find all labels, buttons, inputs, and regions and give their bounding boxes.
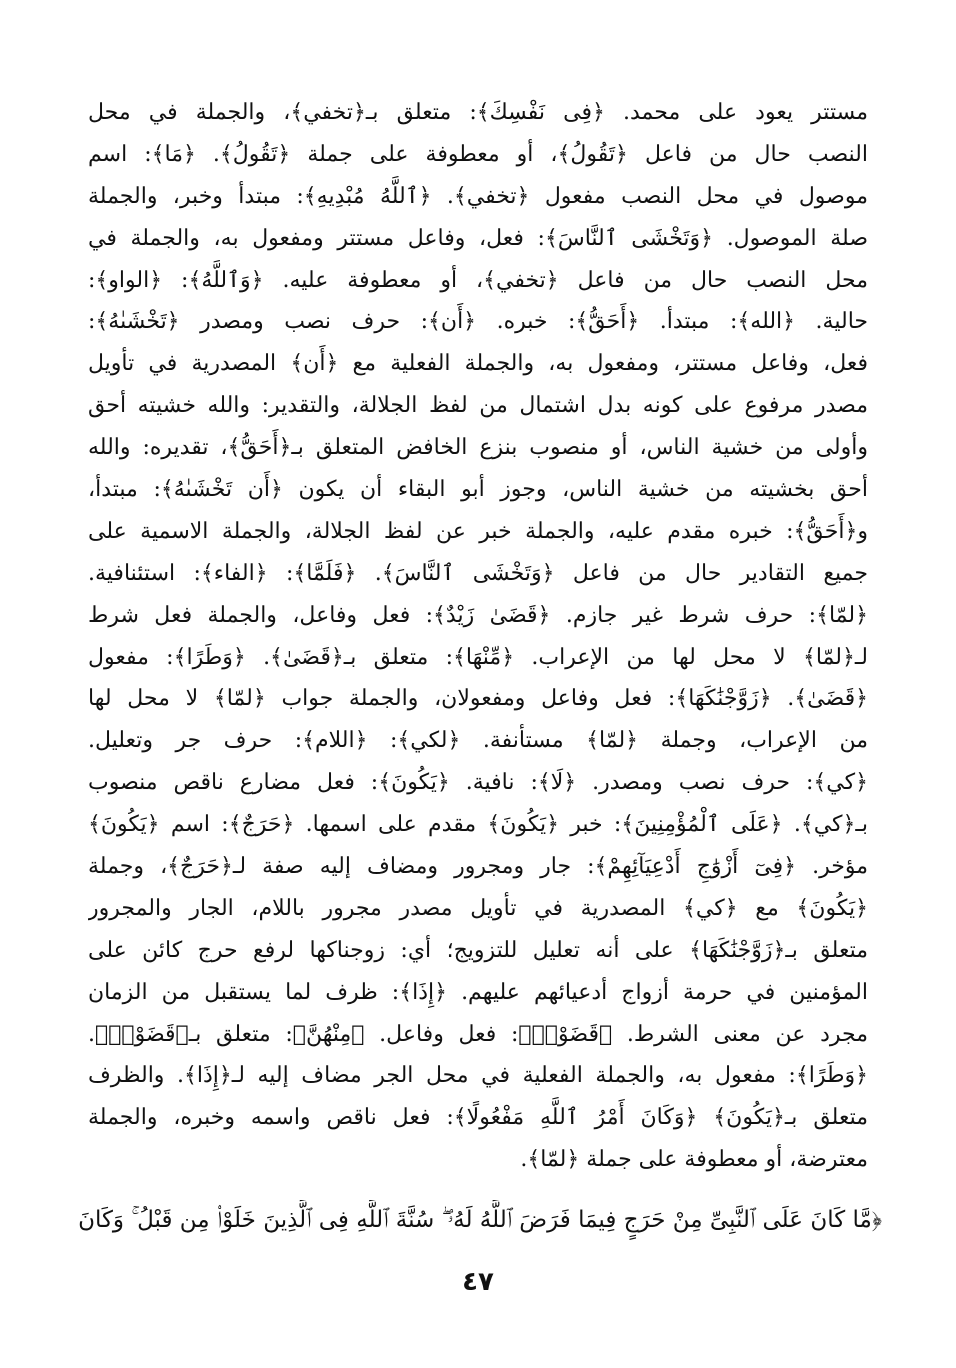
text-line: موصول في محل النصب مفعول ﴿تخفي﴾. ﴿ٱللَّهُ مُبْدِيهِ﴾: مبتدأ وخبر، والجملة bbox=[88, 183, 868, 209]
commentary-text bbox=[88, 92, 868, 1181]
text-line: ﴿لمّا﴾: حرف شرط غير جازم. ﴿قَضَىٰ زَيْدٌ﴾: فعل وفاعل، والجملة فعل شرط bbox=[88, 602, 868, 628]
text-line: متعلق بـ﴿يَكُونَ﴾ ﴿وَكَانَ أَمْرُ ٱللَّهِ مَفْعُولًا﴾: فعل ناقص واسمه وخبره، والجملة bbox=[88, 1105, 868, 1131]
text-line: جميع التقادير حال من فاعل ﴿وَتَخْشَى ٱلنَّاسَ﴾. ﴿فَلَمَّا﴾: ﴿الفاء﴾: استئنافية. bbox=[88, 560, 868, 586]
page-number: ٤٧ bbox=[462, 1267, 494, 1297]
text-line: المؤمنين في حرمة أزواج أدعيائهم عليهم. ﴿إِذَا﴾: ظرف لما يستقبل من الزمان bbox=[88, 979, 868, 1005]
text-line: مجرد عن معنى الشرط. ﴿قَضَوْا۟﴾: فعل وفاعل. ﴿مِنْهُنَّ﴾: متعلق بـ﴿قَضَوْا۟﴾. bbox=[88, 1021, 868, 1047]
text-line: مصدر مرفوع على كونه بدل اشتمال من لفظ الجلالة، والتقدير: والله خشيته أحق bbox=[88, 393, 868, 419]
text-line: ﴿قَضَىٰ﴾. ﴿زَوَّجْنَٰكَهَا﴾: فعل وفاعل ومفعولان، والجملة جواب ﴿لمّا﴾ لا محل لها bbox=[88, 686, 868, 712]
text-line: و﴿أَحَقُّ﴾: خبره مقدم عليه، والجملة خبر عن لفظ الجلالة، والجملة الاسمية على bbox=[88, 518, 868, 544]
text-line: متعلق بـ﴿زَوَّجْنَٰكَهَا﴾ على أنه تعليل للتزويج؛ أي: زوجناكها لرفع حرج كائن على bbox=[88, 937, 868, 963]
text-line: مستتر يعود على محمد. ﴿فِى نَفْسِكَ﴾: متعلق بـ﴿تخفي﴾، والجملة في محل bbox=[88, 100, 868, 125]
text-line: النصب حال من فاعل ﴿تَقُولُ﴾، أو معطوفة على جملة ﴿تَقُولُ﴾. ﴿مَا﴾: اسم bbox=[88, 141, 868, 167]
text-line: ﴿وَطَرًا﴾: مفعول به، والجملة الفعلية في محل الجر مضاف إليه لـ﴿إِذَا﴾. والظرف bbox=[88, 1063, 868, 1089]
text-line: مؤخر. ﴿فِىٓ أَزْوَٰجِ أَدْعِيَآئِهِمْ﴾: جار ومجرور ومضاف إليه صفة لـ﴿حَرَجٌ﴾، وجملة bbox=[88, 854, 868, 880]
text-line: صلة الموصول. ﴿وَتَخْشَى ٱلنَّاسَ﴾: فعل، وفاعل مستتر ومفعول به، والجملة في bbox=[88, 225, 868, 251]
text-line: معترضة، أو معطوفة على جملة ﴿لمّا﴾. bbox=[520, 1147, 868, 1173]
text-line: حالية. ﴿الله﴾: مبتدأ. ﴿أَحَقُّ﴾: خبره. ﴿أَن﴾: حرف نصب ومصدر ﴿تَخْشَىٰهُ﴾: bbox=[88, 309, 868, 335]
text-line: فعل، وفاعل مستتر، ومفعول به، والجملة الفعلية مع ﴿أَن﴾ المصدرية في تأويل bbox=[88, 351, 868, 377]
text-line: ﴿يَكُونَ﴾ مع ﴿كي﴾ المصدرية في تأويل مصدر مجرور باللام، الجار والمجرور bbox=[88, 895, 868, 921]
text-line: محل النصب حال من فاعل ﴿تخفي﴾، أو معطوفة عليه. ﴿وَٱللَّهُ﴾: ﴿الواو﴾: bbox=[88, 267, 868, 293]
text-line: وأولى من خشية الناس، أو منصوب بنزع الخافض المتعلق بـ﴿أَحَقُّ﴾، تقديره: والله bbox=[88, 435, 868, 461]
text-line: أحق بخشيته من خشية الناس، وجوز أبو البقاء أن يكون ﴿أَن تَخْشَىٰهُ﴾: مبتدأ، bbox=[88, 477, 868, 503]
text-line: بـ﴿كي﴾. ﴿عَلَى ٱلْمُؤْمِنِينَ﴾: خبر ﴿يَكُونَ﴾ مقدم على اسمها. ﴿حَرَجٌ﴾: اسم ﴿يَكُونَ﴾ bbox=[88, 812, 868, 838]
text-line: لـ﴿لمّا﴾ لا محل لها من الإعراب. ﴿مِّنْهَا﴾: متعلق بـ﴿قَضَىٰ﴾. ﴿وَطَرًا﴾: مفعول bbox=[88, 644, 868, 670]
quran-verse: ﴿مَّا كَانَ عَلَى ٱلنَّبِىِّ مِنْ حَرَجٍ فِيمَا فَرَضَ ٱللَّهُ لَهُۥ ۖ سُنَّةَ ٱللَّهِ فِى ٱلَّذِينَ خَلَوْا۟ مِن قَبْلُ ۚ وَكَانَ bbox=[78, 1207, 882, 1233]
text-line: ﴿كي﴾: حرف نصب ومصدر. ﴿لَا﴾: نافية. ﴿يَكُونَ﴾: فعل مضارع ناقص منصوب bbox=[88, 770, 868, 796]
text-line: من الإعراب، وجملة ﴿لمّا﴾ مستأنفة. ﴿لكي﴾: ﴿اللام﴾: حرف جر وتعليل. bbox=[88, 728, 868, 754]
